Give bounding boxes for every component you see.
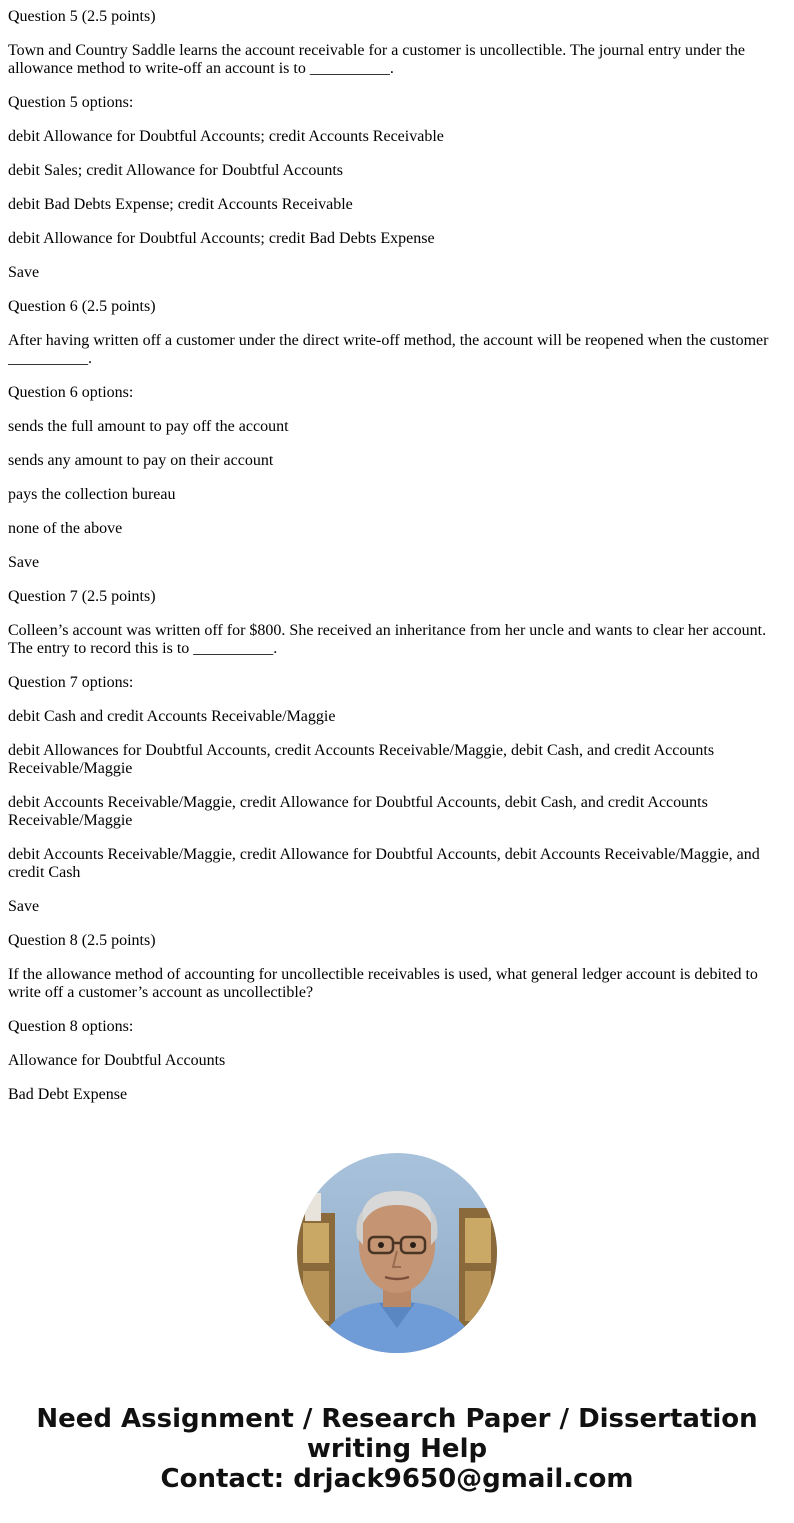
question-6-save-button[interactable]: Save — [8, 554, 40, 571]
question-7-option-2[interactable]: debit Allowances for Doubtful Accounts, credit Accounts Receivable/Maggie, debit Cash, and credit Accounts Receivable/Maggie — [8, 742, 715, 777]
author-photo-icon — [297, 1153, 497, 1353]
question-7-option-4[interactable]: debit Accounts Receivable/Maggie, credit Allowance for Doubtful Accounts, debit Accounts Receivable/Maggie, and credit Cash — [8, 846, 760, 881]
question-5-text: Town and Country Saddle learns the account receivable for a customer is uncollectible. The journal entry under the allowance method to write-off an account is to __________. — [8, 42, 745, 77]
banner-line-3[interactable]: Contact: drjack9650@gmail.com — [160, 1464, 634, 1494]
question-8-text: If the allowance method of accounting for uncollectible receivables is used, what general ledger account is debited to write off a customer’s account as uncollectible? — [8, 966, 758, 1001]
question-7-options-label: Question 7 options: — [8, 674, 134, 691]
question-6-option-4[interactable]: none of the above — [8, 520, 123, 537]
question-8-option-1[interactable]: Allowance for Doubtful Accounts — [8, 1052, 226, 1069]
question-5-option-4[interactable]: debit Allowance for Doubtful Accounts; credit Bad Debts Expense — [8, 230, 435, 247]
question-7-save-button[interactable]: Save — [8, 898, 40, 915]
question-7-option-3[interactable]: debit Accounts Receivable/Maggie, credit Allowance for Doubtful Accounts, debit Cash, and credit Accounts Receivable/Maggie — [8, 794, 708, 829]
question-7-text: Colleen’s account was written off for $800. She received an inheritance from her uncle and wants to clear her account. The entry to record this is to __________. — [8, 622, 767, 657]
quiz-content — [8, 8, 786, 1123]
question-6-options-label: Question 6 options: — [8, 384, 134, 401]
question-5-heading: Question 5 (2.5 points) — [8, 8, 156, 25]
question-6-heading: Question 6 (2.5 points) — [8, 298, 156, 315]
question-6-option-2[interactable]: sends any amount to pay on their account — [8, 452, 274, 469]
promo-section — [0, 1123, 794, 1523]
question-6-option-3[interactable]: pays the collection bureau — [8, 486, 176, 503]
question-8-heading: Question 8 (2.5 points) — [8, 932, 156, 949]
banner-line-1: Need Assignment / Research Paper / Dissertation — [36, 1404, 758, 1434]
author-avatar — [297, 1153, 497, 1353]
question-5-option-2[interactable]: debit Sales; credit Allowance for Doubtful Accounts — [8, 162, 344, 179]
question-8-option-2[interactable]: Bad Debt Expense — [8, 1086, 128, 1103]
question-6-text: After having written off a customer under the direct write-off method, the account will be reopened when the customer __________. — [8, 332, 769, 367]
question-5-option-3[interactable]: debit Bad Debts Expense; credit Accounts Receivable — [8, 196, 353, 213]
question-6-option-1[interactable]: sends the full amount to pay off the account — [8, 418, 289, 435]
question-5-options-label: Question 5 options: — [8, 94, 134, 111]
banner-line-2: writing Help — [306, 1434, 488, 1464]
question-5-save-button[interactable]: Save — [8, 264, 40, 281]
question-8-options-label: Question 8 options: — [8, 1018, 134, 1035]
contact-banner — [0, 1404, 794, 1494]
question-7-heading: Question 7 (2.5 points) — [8, 588, 156, 605]
question-7-option-1[interactable]: debit Cash and credit Accounts Receivable/Maggie — [8, 708, 336, 725]
question-5-option-1[interactable]: debit Allowance for Doubtful Accounts; credit Accounts Receivable — [8, 128, 444, 145]
